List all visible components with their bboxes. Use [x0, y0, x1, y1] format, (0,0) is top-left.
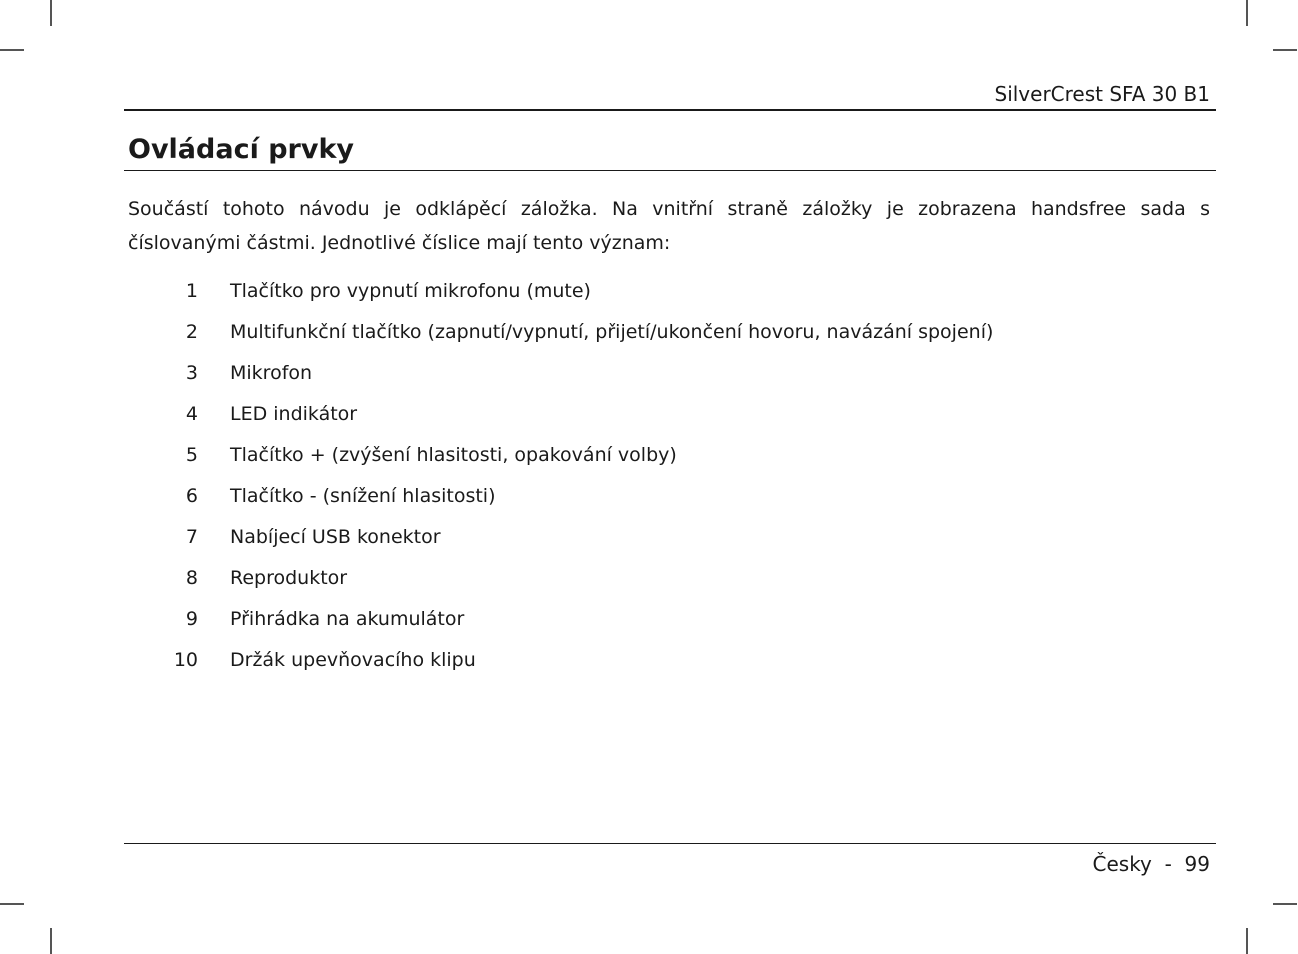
footer-rule: [124, 843, 1216, 844]
crop-mark-top-right-h: [1273, 49, 1297, 51]
intro-paragraph: Součástí tohoto návodu je odklápěcí záložka. Na vnitřní straně záložky je zobrazena handsfree sada s číslovanými částmi. Jednotlivé číslice mají tento význam:: [128, 198, 1210, 254]
part-label: LED indikátor: [230, 402, 358, 425]
crop-mark-top-left-h: [0, 49, 24, 51]
part-number: 5: [185, 443, 198, 466]
list-item: [128, 475, 993, 516]
crop-mark-top-left-v: [50, 0, 52, 26]
list-item: [128, 639, 993, 680]
crop-mark-bottom-right-v: [1246, 928, 1248, 954]
part-number: 6: [185, 484, 198, 507]
part-label: Reproduktor: [230, 566, 348, 589]
part-label: Tlačítko + (zvýšení hlasitosti, opakování volby): [230, 443, 677, 466]
crop-mark-top-right-v: [1246, 0, 1248, 26]
parts-list: [128, 270, 993, 680]
header-rule: [124, 109, 1216, 111]
part-number: 4: [185, 402, 198, 425]
footer-page-label: Česky - 99: [1092, 852, 1210, 876]
part-label: Tlačítko pro vypnutí mikrofonu (mute): [230, 279, 591, 302]
part-number: 2: [185, 320, 198, 343]
part-number: 3: [185, 361, 198, 384]
part-label: Multifunkční tlačítko (zapnutí/vypnutí, přijetí/ukončení hovoru, navázání spojení): [230, 320, 994, 343]
part-number: 9: [185, 607, 198, 630]
section-title: Ovládací prvky: [128, 134, 355, 165]
list-item: [128, 598, 993, 639]
part-number: 1: [185, 279, 198, 302]
part-number: 10: [173, 648, 198, 671]
part-number: 7: [185, 525, 198, 548]
list-item: [128, 270, 993, 311]
part-number: 8: [185, 566, 198, 589]
list-item: [128, 434, 993, 475]
list-item: [128, 311, 993, 352]
crop-mark-bottom-left-v: [50, 928, 52, 954]
title-rule: [124, 170, 1216, 171]
header-product-name: SilverCrest SFA 30 B1: [994, 82, 1210, 106]
crop-mark-bottom-right-h: [1273, 903, 1297, 905]
part-label: Přihrádka na akumulátor: [230, 607, 465, 630]
list-item: [128, 352, 993, 393]
crop-mark-bottom-left-h: [0, 903, 24, 905]
part-label: Držák upevňovacího klipu: [230, 648, 476, 671]
part-label: Mikrofon: [230, 361, 313, 384]
list-item: [128, 516, 993, 557]
list-item: [128, 393, 993, 434]
list-item: [128, 557, 993, 598]
part-label: Nabíjecí USB konektor: [230, 525, 441, 548]
part-label: Tlačítko - (snížení hlasitosti): [230, 484, 496, 507]
